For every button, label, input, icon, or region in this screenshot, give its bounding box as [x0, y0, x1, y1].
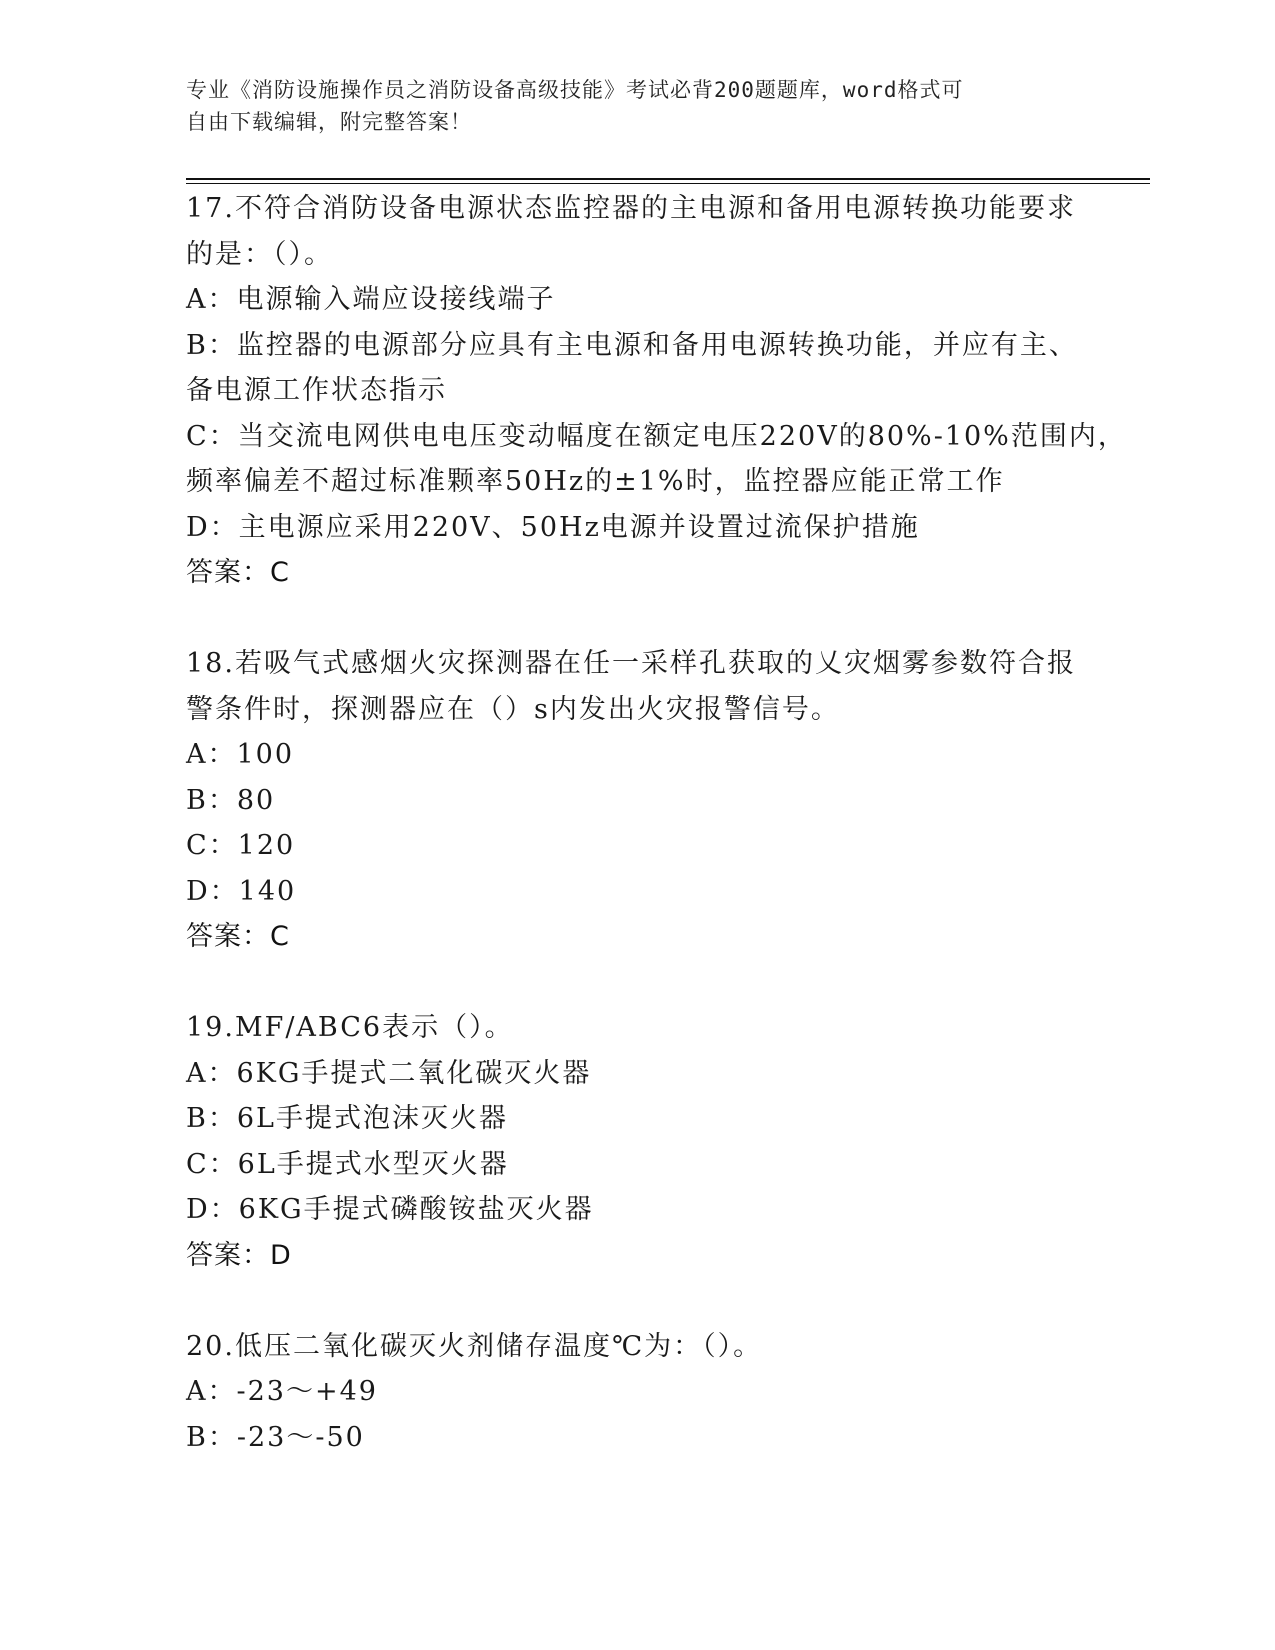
- answer-option: C：120: [186, 830, 296, 861]
- question-stem: 19.MF/ABC6表示（）。: [186, 1012, 514, 1043]
- answer-key: 答案：C: [186, 557, 290, 588]
- header-divider-thick: [186, 178, 1150, 180]
- question-stem: 17.不符合消防设备电源状态监控器的主电源和备用电源转换功能要求: [186, 193, 1076, 224]
- answer-option: C：6L手提式水型灭火器: [186, 1148, 509, 1180]
- document-header: [186, 74, 1086, 138]
- answer-option: C：当交流电网供电电压变动幅度在额定电压220V的80%-10%范围内，: [186, 420, 1127, 452]
- answer-key: 答案：C: [186, 921, 290, 952]
- question-block: [186, 641, 1146, 960]
- question-stem: 18.若吸气式感烟火灾探测器在任一采样孔获取的乂灾烟雾参数符合报: [186, 648, 1076, 679]
- answer-option: A：电源输入端应设接线端子: [186, 284, 556, 315]
- question-stem: 20.低压二氧化碳灭火剂储存温度℃为：（）。: [186, 1330, 763, 1362]
- header-line: 专业《消防设施操作员之消防设备高级技能》考试必背200题题库，word格式可: [186, 78, 964, 102]
- answer-option: A：100: [186, 739, 295, 770]
- question-block: [186, 1324, 1146, 1461]
- answer-option: D：140: [186, 875, 297, 907]
- answer-option: B：80: [186, 784, 276, 816]
- question-stem: 的是：（）。: [186, 238, 333, 270]
- question-list: [186, 186, 1146, 1460]
- answer-key: 答案：D: [186, 1239, 292, 1271]
- answer-option: 频率偏差不超过标准颗率50Hz的±1%时，监控器应能正常工作: [186, 466, 1005, 497]
- answer-option: B：-23～-50: [186, 1421, 365, 1453]
- answer-option: A：-23～+49: [186, 1376, 378, 1407]
- header-divider-thin: [186, 183, 1150, 184]
- answer-option: A：6KG手提式二氧化碳灭火器: [186, 1057, 592, 1089]
- question-stem: 警条件时，探测器应在（）s内发出火灾报警信号。: [186, 693, 840, 725]
- answer-option: B：6L手提式泡沫灭火器: [186, 1103, 508, 1134]
- question-block: [186, 1005, 1146, 1278]
- answer-option: D：主电源应采用220V、50Hz电源并设置过流保护措施: [186, 511, 920, 543]
- answer-option: B：监控器的电源部分应具有主电源和备用电源转换功能，并应有主、: [186, 329, 1078, 361]
- header-line: 自由下载编辑，附完整答案！: [186, 110, 472, 134]
- answer-option: D：6KG手提式磷酸铵盐灭火器: [186, 1194, 594, 1225]
- question-block: [186, 186, 1146, 596]
- answer-option: 备电源工作状态指示: [186, 375, 447, 406]
